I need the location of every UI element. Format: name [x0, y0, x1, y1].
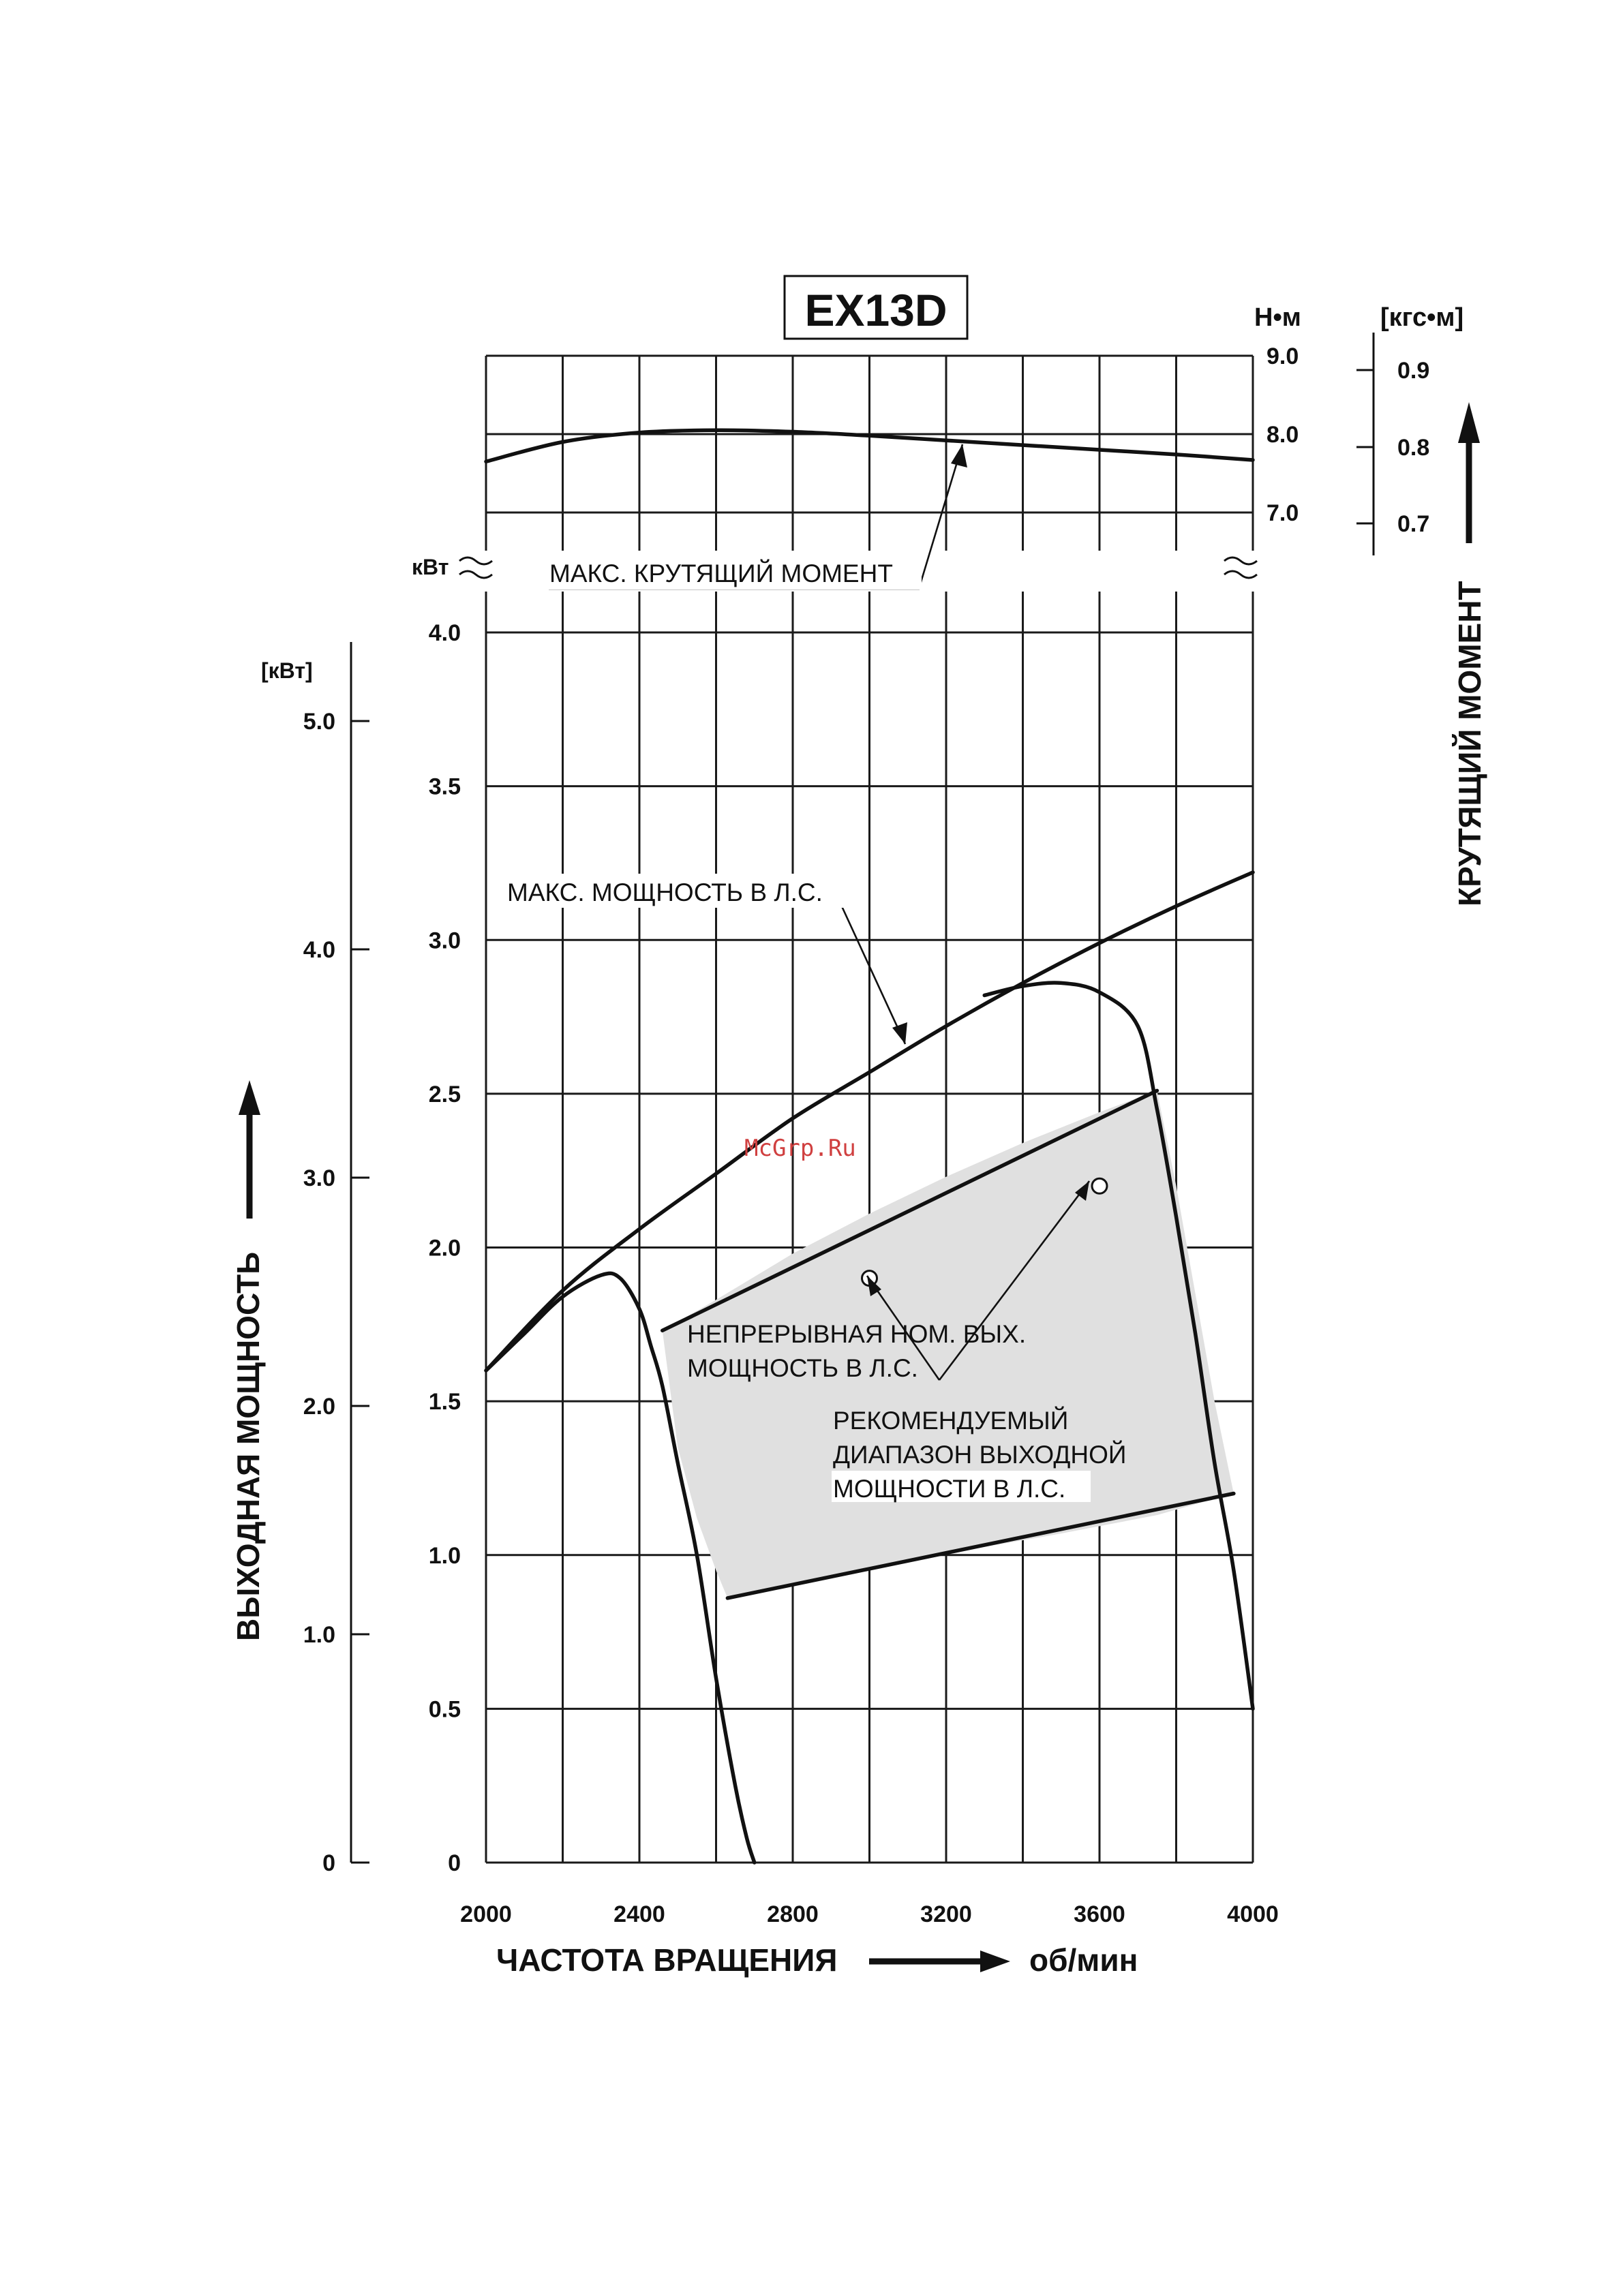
x-tick-label: 2400 — [613, 1901, 665, 1927]
recommended-label-line3: МОЩНОСТИ В Л.С. — [833, 1475, 1066, 1503]
kw-tick-label: 2.0 — [303, 1394, 335, 1420]
hp-tick-label: 1.5 — [428, 1389, 461, 1415]
recommended-label-line1: РЕКОМЕНДУЕМЫЙ — [833, 1407, 1069, 1435]
nm-unit-label: Н•м — [1254, 303, 1301, 332]
kw-tick-label: 0 — [322, 1850, 335, 1876]
kw-tick-labels — [303, 709, 369, 1876]
x-tick-label: 2000 — [460, 1901, 512, 1927]
hp-tick-labels — [429, 620, 461, 1876]
kgfm-tick-label: 0.9 — [1397, 358, 1430, 384]
hp-tick-label: 1.0 — [428, 1542, 461, 1569]
continuous-label-line1: НЕПРЕРЫВНАЯ НОМ. ВЫХ. — [687, 1320, 1027, 1348]
kw-tick-label: 4.0 — [303, 937, 335, 963]
hp-tick-label: 0 — [448, 1850, 461, 1876]
torque-label: МАКС. КРУТЯЩИЙ МОМЕНТ — [549, 560, 893, 587]
kgfm-tick-label: 0.8 — [1397, 435, 1430, 461]
x-axis-arrow-icon — [980, 1950, 1010, 1972]
rated-point-1 — [1092, 1178, 1107, 1193]
power-leader-arrow — [892, 1022, 907, 1044]
torque-axis-arrow-icon — [1458, 402, 1480, 443]
continuous-label-line2: МОЩНОСТЬ В Л.С. — [687, 1354, 918, 1382]
kw-tick-label: 1.0 — [303, 1622, 335, 1648]
x-axis-unit: об/мин — [1029, 1942, 1138, 1978]
kw-unit-label: кВт — [412, 555, 449, 579]
recommended-label-line2: ДИАПАЗОН ВЫХОДНОЙ — [833, 1441, 1127, 1469]
nm-tick-label: 9.0 — [1266, 343, 1299, 369]
torque-axis-title: КРУТЯЩИЙ МОМЕНТ — [1452, 581, 1487, 906]
hp-tick-label: 4.0 — [428, 620, 461, 646]
watermark: McGrp.Ru — [744, 1135, 856, 1162]
x-tick-labels — [460, 1901, 1279, 1927]
power-label: МАКС. МОЩНОСТЬ В Л.С. — [507, 878, 823, 906]
power-axis-arrow-icon — [239, 1080, 260, 1115]
power-leader — [504, 906, 905, 1044]
hp-tick-label: 3.5 — [428, 774, 461, 800]
x-tick-label: 3200 — [920, 1901, 972, 1927]
kgfm-tick-labels — [1356, 358, 1429, 537]
x-tick-label: 2800 — [767, 1901, 819, 1927]
nm-tick-label: 8.0 — [1266, 422, 1299, 448]
nm-tick-label: 7.0 — [1266, 500, 1299, 526]
hp-tick-label: 2.0 — [428, 1235, 461, 1261]
x-tick-label: 4000 — [1227, 1901, 1279, 1927]
x-axis-title: ЧАСТОТА ВРАЩЕНИЯ — [496, 1942, 838, 1978]
chart-title: EX13D — [804, 285, 947, 335]
kgfm-unit-label: [кгс•м] — [1380, 303, 1464, 332]
kw-bracket-unit: [кВт] — [261, 658, 313, 683]
hp-tick-label: 3.0 — [428, 928, 461, 954]
nm-tick-labels — [1266, 343, 1299, 526]
x-tick-label: 3600 — [1074, 1901, 1125, 1927]
power-axis-title: ВЫХОДНАЯ МОЩНОСТЬ — [230, 1251, 266, 1641]
kw-tick-label: 5.0 — [303, 709, 335, 735]
hp-tick-label: 2.5 — [428, 1081, 461, 1107]
hp-tick-label: 0.5 — [428, 1696, 461, 1723]
kw-tick-label: 3.0 — [303, 1165, 335, 1191]
kgfm-tick-label: 0.7 — [1397, 511, 1430, 537]
torque-leader-arrow — [951, 444, 967, 468]
